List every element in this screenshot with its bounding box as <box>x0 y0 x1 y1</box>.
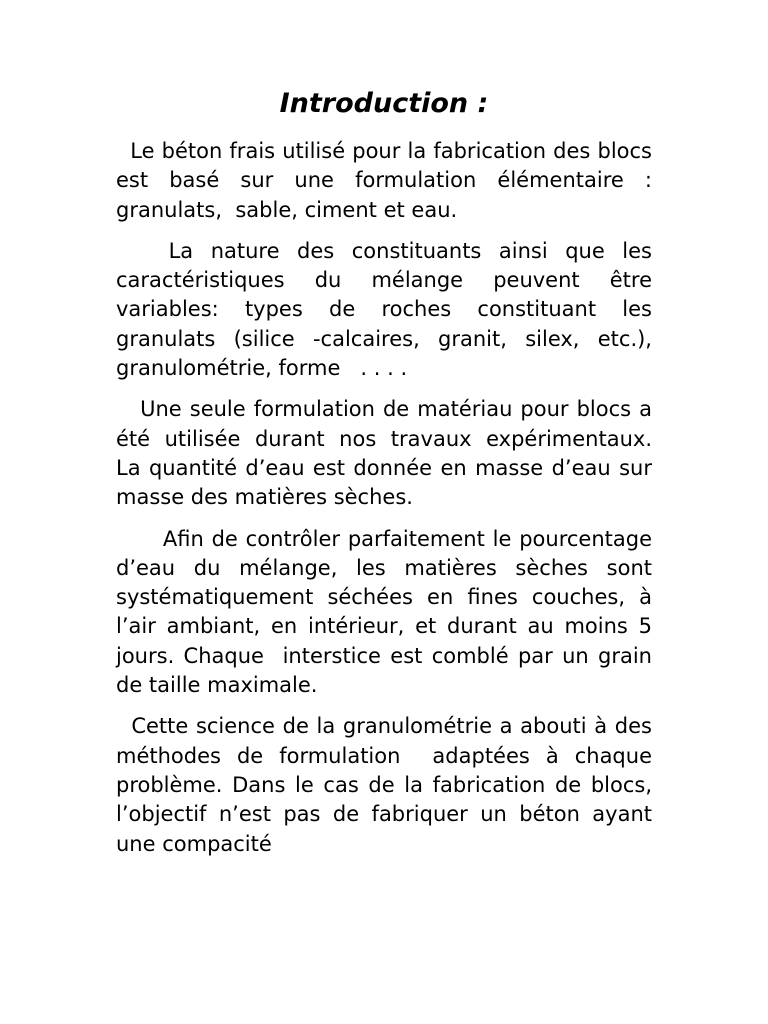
paragraph-granulometry: Cette science de la granulométrie a abouti à des méthodes de formulation adaptées à chaque problème. Dans le cas de la fabrication de blocs, l’objectif n’est pas de fabriquer un béton ayant une compacité <box>116 714 659 856</box>
paragraph-drying: Afin de contrôler parfaitement le pourcentage d’eau du mélange, les matières sèches sont systématiquement séchées en fines couches, à l’air ambiant, en intérieur, et durant au moins 5 jours. Chaque interstice est comblé par un grain de taille maximale. <box>116 526 659 698</box>
paragraph-constituents: La nature des constituants ainsi que les caractéristiques du mélange peuvent être variables: types de roches constituant les granulats (silice -calcaires, granit, silex, etc.), granulométrie, forme . . . . <box>116 238 659 381</box>
document-body <box>116 137 679 858</box>
document-title: Introduction : <box>279 88 489 119</box>
paragraph-composition: Le béton frais utilisé pour la fabrication des blocs est basé sur une formulation élémentaire : granulats, sable, ciment et eau. <box>116 139 659 222</box>
paragraph-formulation: Une seule formulation de matériau pour blocs a été utilisée durant nos travaux expérimentaux. La quantité d’eau est donnée en masse d’eau sur masse des matières sèches. <box>116 397 679 510</box>
